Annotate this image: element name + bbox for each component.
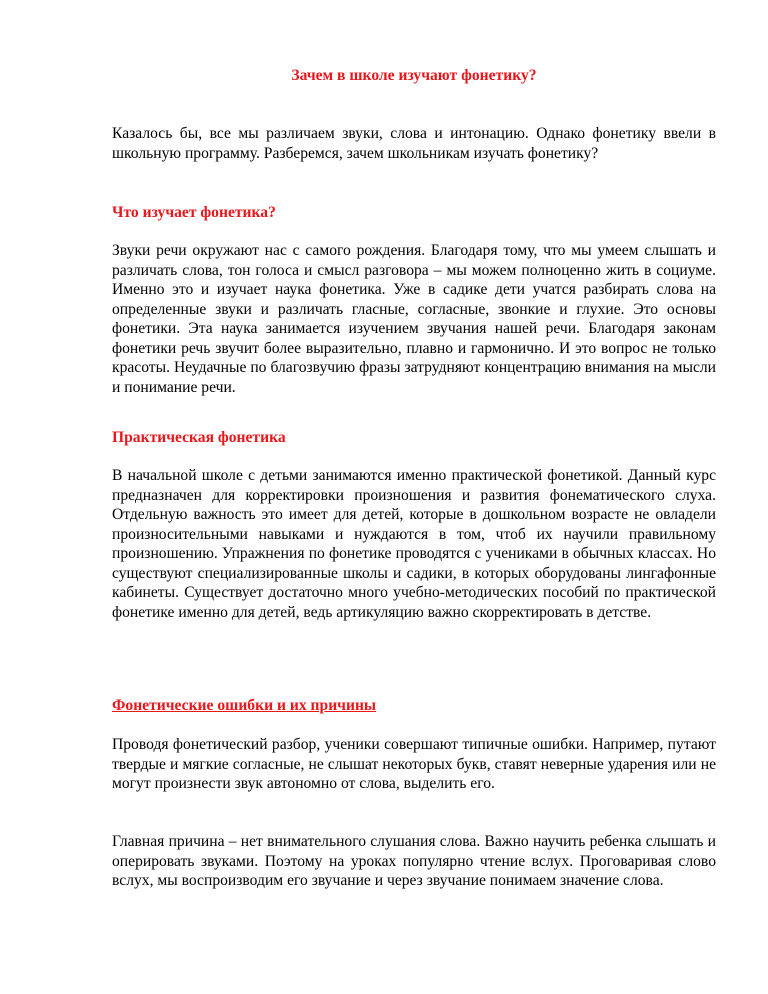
intro-paragraph: Казалось бы, все мы различаем звуки, слова и интонацию. Однако фонетику ввели в школьную программу. Разберемся, зачем школьникам изучать фонетику?	[112, 125, 716, 162]
section-paragraph-practical-phonetics: В начальной школе с детьми занимаются именно практической фонетикой. Данный курс предназначен для корректировки произношения и развития фонематического слуха. Отдельную важность это имеет для детей, которые в дошкольном возрасте не овладели произносительными навыками и нуждаются в том, чтоб их научили правильному произношению. Упражнения по фонетике проводятся с учениками в обычных классах. Но существуют специализированные школы и садики, в которых оборудованы лингафонные кабинеты. Существует достаточно много учебно-методических пособий по практической фонетике именно для детей, ведь артикуляцию важно скорректировать в детстве.	[112, 467, 716, 621]
section-heading-phonetic-errors: Фонетические ошибки и их причины	[112, 697, 377, 714]
document-title: Зачем в школе изучают фонетику?	[291, 67, 537, 84]
section-heading-what-phonetics-studies: Что изучает фонетика?	[112, 204, 276, 221]
section-paragraph-what-phonetics-studies: Звуки речи окружают нас с самого рождения. Благодаря тому, что мы умеем слышать и различать слова, тон голоса и смысл разговора – мы можем полноценно жить в социуме. Именно это и изучает наука фонетика. Уже в садике дети учатся разбирать слова на определенные звуки и различать гласные, согласные, звонкие и глухие. Это основы фонетики. Эта наука занимается изучением звучания нашей речи. Благодаря законам фонетики речь звучит более выразительно, плавно и гармонично. И это вопрос не только красоты. Неудачные по благозвучию фразы затрудняют концентрацию внимания на мысли и понимание речи.	[112, 242, 716, 396]
section-paragraph-phonetic-errors-2: Главная причина – нет внимательного слушания слова. Важно научить ребенка слышать и оперировать звуками. Поэтому на уроках популярно чтение вслух. Проговаривая слово вслух, мы воспроизводим его звучание и через звучание понимаем значение слова.	[112, 833, 716, 889]
section-heading-practical-phonetics: Практическая фонетика	[112, 429, 286, 446]
section-paragraph-phonetic-errors-1: Проводя фонетический разбор, ученики совершают типичные ошибки. Например, путают твердые и мягкие согласные, не слышат некоторых букв, ставят неверные ударения или не могут произнести звук автономно от слова, выделить его.	[112, 736, 716, 792]
